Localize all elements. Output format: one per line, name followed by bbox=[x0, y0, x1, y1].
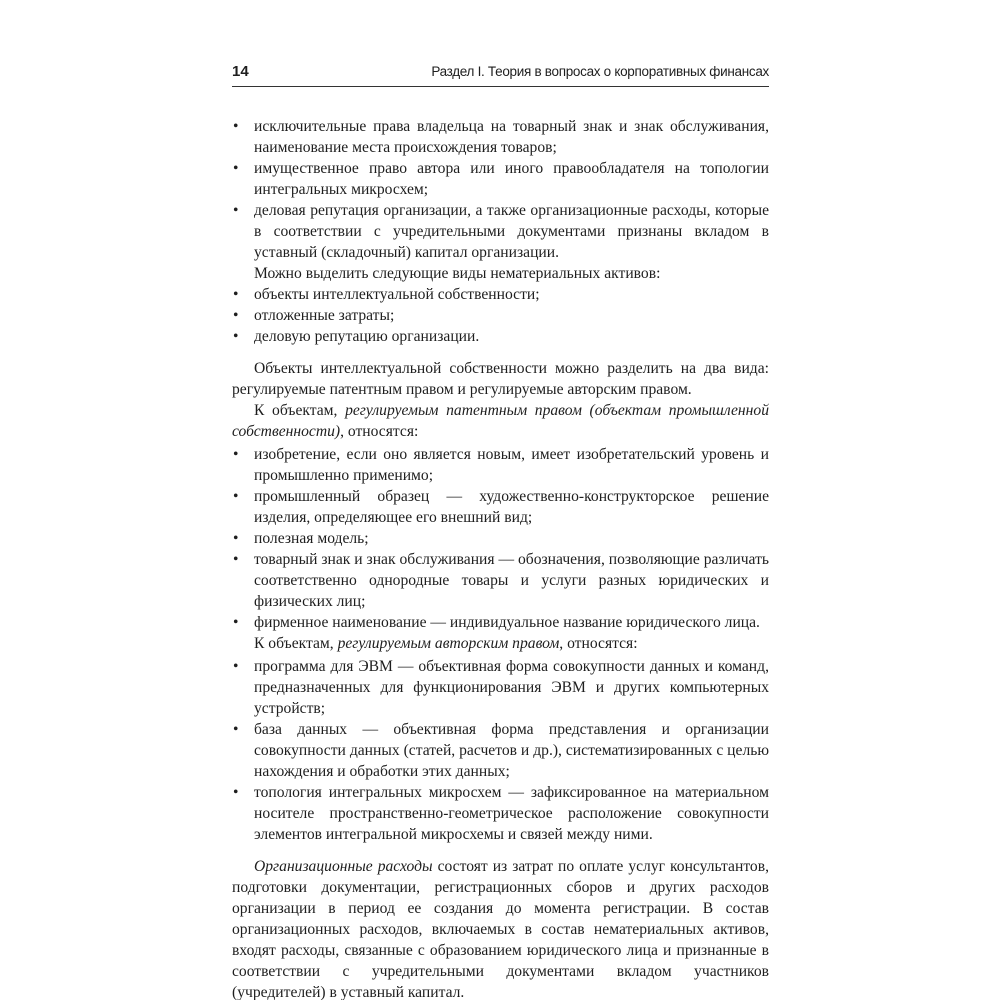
paragraph-patent-objects bbox=[232, 400, 769, 442]
bullet-list-copyright-objects bbox=[232, 656, 769, 845]
page-body bbox=[232, 116, 769, 1000]
page-header bbox=[232, 62, 769, 87]
list-item: • программа для ЭВМ — объективная форма совокупности данных и команд, предназначенных для функционирования ЭВМ и других компьютерных устройств; bbox=[232, 656, 769, 719]
paragraph-types-intro: Можно выделить следующие виды нематериальных активов: bbox=[254, 265, 661, 282]
list-item: • база данных — объективная форма представления и организации совокупности данных (статей, расчетов и др.), систематизированных с целью нахождения и обработки этих данных; bbox=[232, 719, 769, 782]
list-item: • отложенные затраты; bbox=[232, 305, 769, 326]
bullet-list-rights bbox=[232, 116, 769, 263]
list-item: • объекты интеллектуальной собственности; bbox=[232, 284, 769, 305]
list-item: • фирменное наименование — индивидуальное название юридического лица. bbox=[232, 612, 769, 633]
list-item: • изобретение, если оно является новым, имеет изобретательский уровень и промышленно применимо; bbox=[232, 444, 769, 486]
list-item: • деловая репутация организации, а также организационные расходы, которые в соответствии с учредительными документами признаны вкладом в уставный (складочный) капитал организации. bbox=[232, 200, 769, 263]
paragraph-ip-kinds: Объекты интеллектуальной собственности можно разделить на два вида: регулируемые патентным правом и регулируемые авторским правом. bbox=[232, 360, 769, 398]
emphasis-text: Организационные расходы bbox=[254, 858, 433, 875]
running-head: Раздел I. Теория в вопросах о корпоративных финансах bbox=[431, 64, 769, 79]
page-number: 14 bbox=[232, 63, 249, 80]
paragraph-copyright-objects bbox=[232, 633, 769, 654]
list-item: • полезная модель; bbox=[232, 528, 769, 549]
list-item: • имущественное право автора или иного правообладателя на топологии интегральных микросхем; bbox=[232, 158, 769, 200]
bullet-list-asset-types bbox=[232, 284, 769, 347]
list-item: • деловую репутацию организации. bbox=[232, 326, 769, 347]
list-item: • топология интегральных микросхем — зафиксированное на материальном носителе пространственно-геометрическое расположение совокупности элементов интегральной микросхемы и связей между ними. bbox=[232, 782, 769, 845]
bullet-list-patent-objects bbox=[232, 444, 769, 633]
paragraph-text: , относятся: bbox=[340, 423, 419, 440]
paragraph-organizational-expenses bbox=[232, 856, 769, 1000]
paragraph-text: К объектам, bbox=[254, 402, 346, 419]
emphasis-text: регулируемым патентным правом (объектам промышленной собственности) bbox=[232, 402, 769, 440]
paragraph-text: состоят из затрат по оплате услуг консультантов, подготовки документации, регистрационных сборов и других расходов организации в период ее создания до момента регистрации. В состав организационных расходов, включаемых в состав нематериальных активов, входят расходы, связанные с образованием юридического лица и признанные в соответствии с учредительными документами вкладом участников (учредителей) в уставный капитал. bbox=[232, 858, 769, 1000]
list-item: • товарный знак и знак обслуживания — обозначения, позволяющие различать соответственно однородные товары и услуги разных юридических и физических лиц; bbox=[232, 549, 769, 612]
emphasis-text: регулируемым авторским правом bbox=[337, 635, 560, 652]
paragraph-text: К объектам, bbox=[254, 635, 338, 652]
list-item: • исключительные права владельца на товарный знак и знак обслуживания, наименование места происхождения товаров; bbox=[232, 116, 769, 158]
paragraph-text: , относятся: bbox=[559, 635, 638, 652]
list-item: • промышленный образец — художественно-конструкторское решение изделия, определяющее его внешний вид; bbox=[232, 486, 769, 528]
